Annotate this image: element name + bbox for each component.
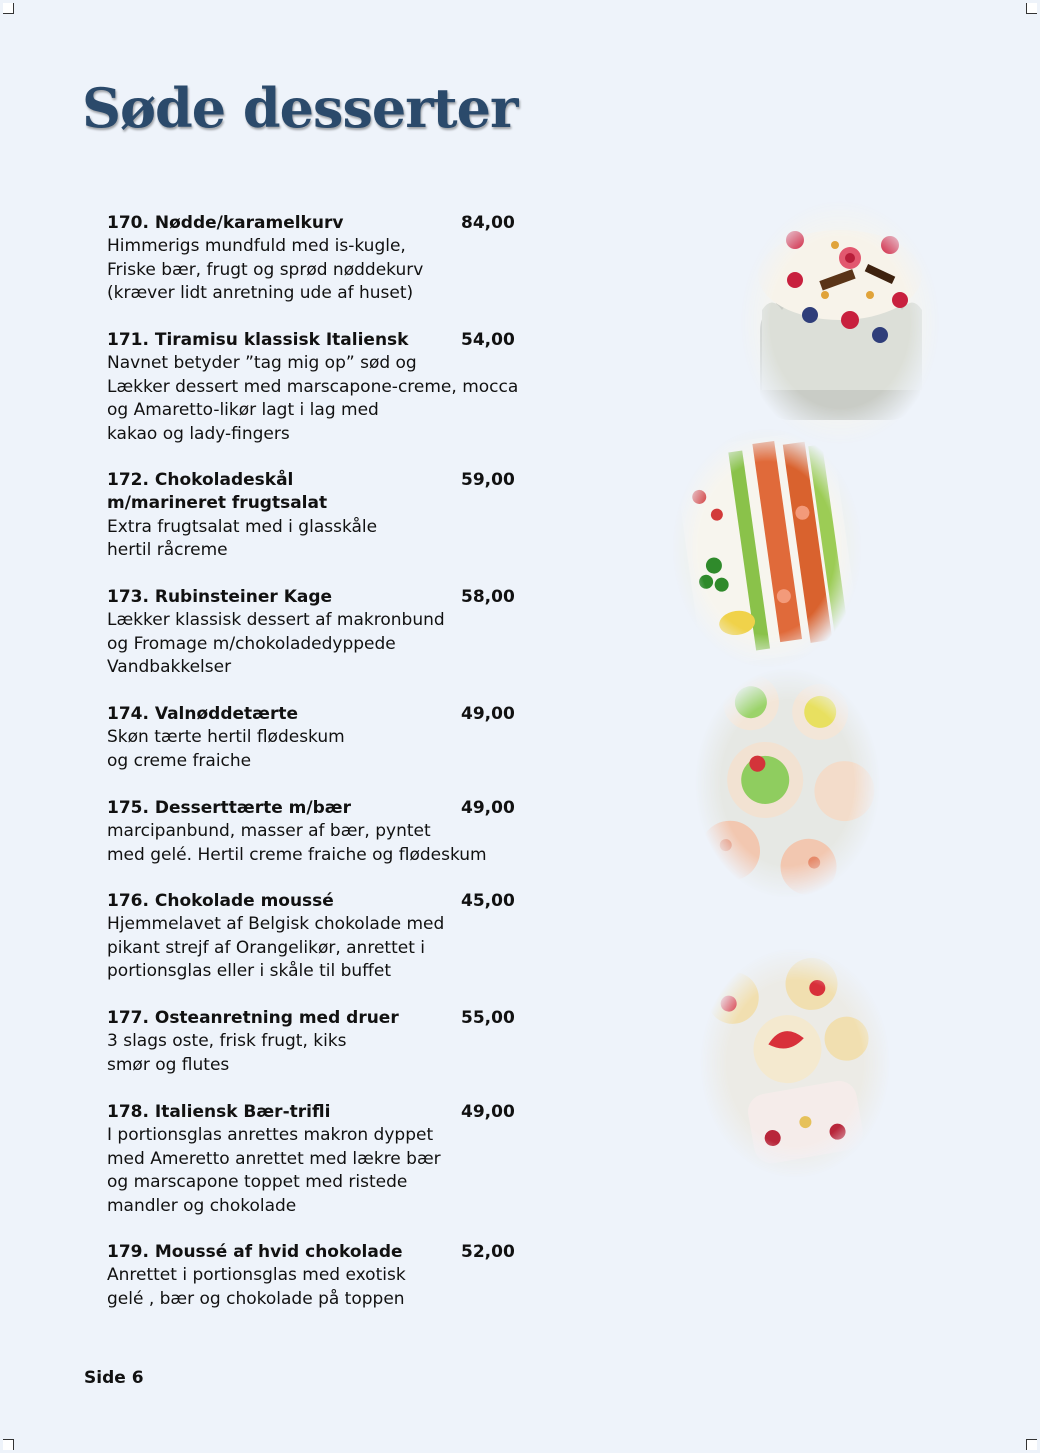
menu-item bbox=[107, 890, 527, 984]
item-price: 55,00 bbox=[461, 1008, 515, 1028]
crop-mark-top-right bbox=[1026, 3, 1037, 14]
item-name: 173. Rubinsteiner Kage bbox=[107, 587, 333, 607]
menu-item bbox=[107, 1101, 527, 1218]
item-description: Extra frugtsalat med i glasskåle hertil råcreme bbox=[107, 516, 378, 561]
item-name: 176. Chokolade moussé bbox=[107, 891, 334, 911]
menu-item bbox=[107, 586, 527, 680]
menu-item bbox=[107, 212, 527, 306]
menu-item bbox=[107, 703, 527, 773]
item-price: 84,00 bbox=[461, 213, 515, 233]
item-name: 177. Osteanretning med druer bbox=[107, 1008, 399, 1028]
page-number: Side 6 bbox=[84, 1368, 144, 1388]
menu-item bbox=[107, 469, 527, 563]
crop-mark-top-left bbox=[3, 3, 14, 14]
item-description: Hjemmelavet af Belgisk chokolade med pikant strejf af Orangelikør, anrettet i portionsglas eller i skåle til buffet bbox=[107, 914, 445, 982]
menu-item bbox=[107, 797, 527, 867]
item-description: Himmerigs mundfuld med is-kugle, Friske bær, frugt og sprød nøddekurv (kræver lidt anretning ude af huset) bbox=[107, 236, 424, 304]
item-description: Anrettet i portionsglas med exotisk gelé , bær og chokolade på toppen bbox=[107, 1265, 406, 1309]
item-price: 52,00 bbox=[461, 1242, 515, 1262]
item-price: 49,00 bbox=[461, 1102, 515, 1122]
item-price: 54,00 bbox=[461, 330, 515, 350]
menu-item bbox=[107, 1007, 527, 1077]
item-price: 49,00 bbox=[461, 798, 515, 818]
menu-item bbox=[107, 329, 527, 446]
item-description: 3 slags oste, frisk frugt, kiks smør og flutes bbox=[107, 1031, 347, 1075]
item-name: 171. Tiramisu klassisk Italiensk bbox=[107, 330, 409, 350]
item-description: I portionsglas anrettes makron dyppet med Ameretto anrettet med lækre bær og marscapone toppet med ristede mandler og chokolade bbox=[107, 1125, 441, 1216]
cake-photo bbox=[740, 200, 940, 445]
crop-mark-bottom-right bbox=[1026, 1439, 1037, 1450]
item-description: Navnet betyder ”tag mig op” sød og Lækker dessert med marscapone-creme, mocca og Amaretto-likør lagt i lag med kakao og lady-fingers bbox=[107, 353, 519, 444]
item-name: 174. Valnøddetærte bbox=[107, 704, 299, 724]
page-title: Søde desserter bbox=[82, 76, 518, 140]
berry-trifle-photo bbox=[700, 948, 890, 1178]
item-name: 172. Chokoladeskål m/marineret frugtsalat bbox=[107, 470, 328, 514]
item-name: 178. Italiensk Bær-trifli bbox=[107, 1102, 331, 1122]
item-price: 58,00 bbox=[461, 587, 515, 607]
crop-mark-bottom-left bbox=[3, 1439, 14, 1450]
item-description: Skøn tærte hertil flødeskum og creme fraiche bbox=[107, 727, 345, 771]
item-name: 170. Nødde/karamelkurv bbox=[107, 213, 344, 233]
item-price: 45,00 bbox=[461, 891, 515, 911]
item-description: Lækker klassisk dessert af makronbund og Fromage m/chokoladedyppede Vandbakkelser bbox=[107, 610, 445, 678]
item-name: 175. Desserttærte m/bær bbox=[107, 798, 351, 818]
item-name: 179. Moussé af hvid chokolade bbox=[107, 1242, 403, 1262]
item-price: 59,00 bbox=[461, 470, 515, 490]
item-description: marcipanbund, masser af bær, pyntet med gelé. Hertil creme fraiche og flødeskum bbox=[107, 821, 487, 865]
shrimp-cocktail-photo bbox=[695, 668, 880, 898]
item-price: 49,00 bbox=[461, 704, 515, 724]
salmon-platter-photo bbox=[672, 428, 862, 668]
menu-item bbox=[107, 1241, 527, 1311]
